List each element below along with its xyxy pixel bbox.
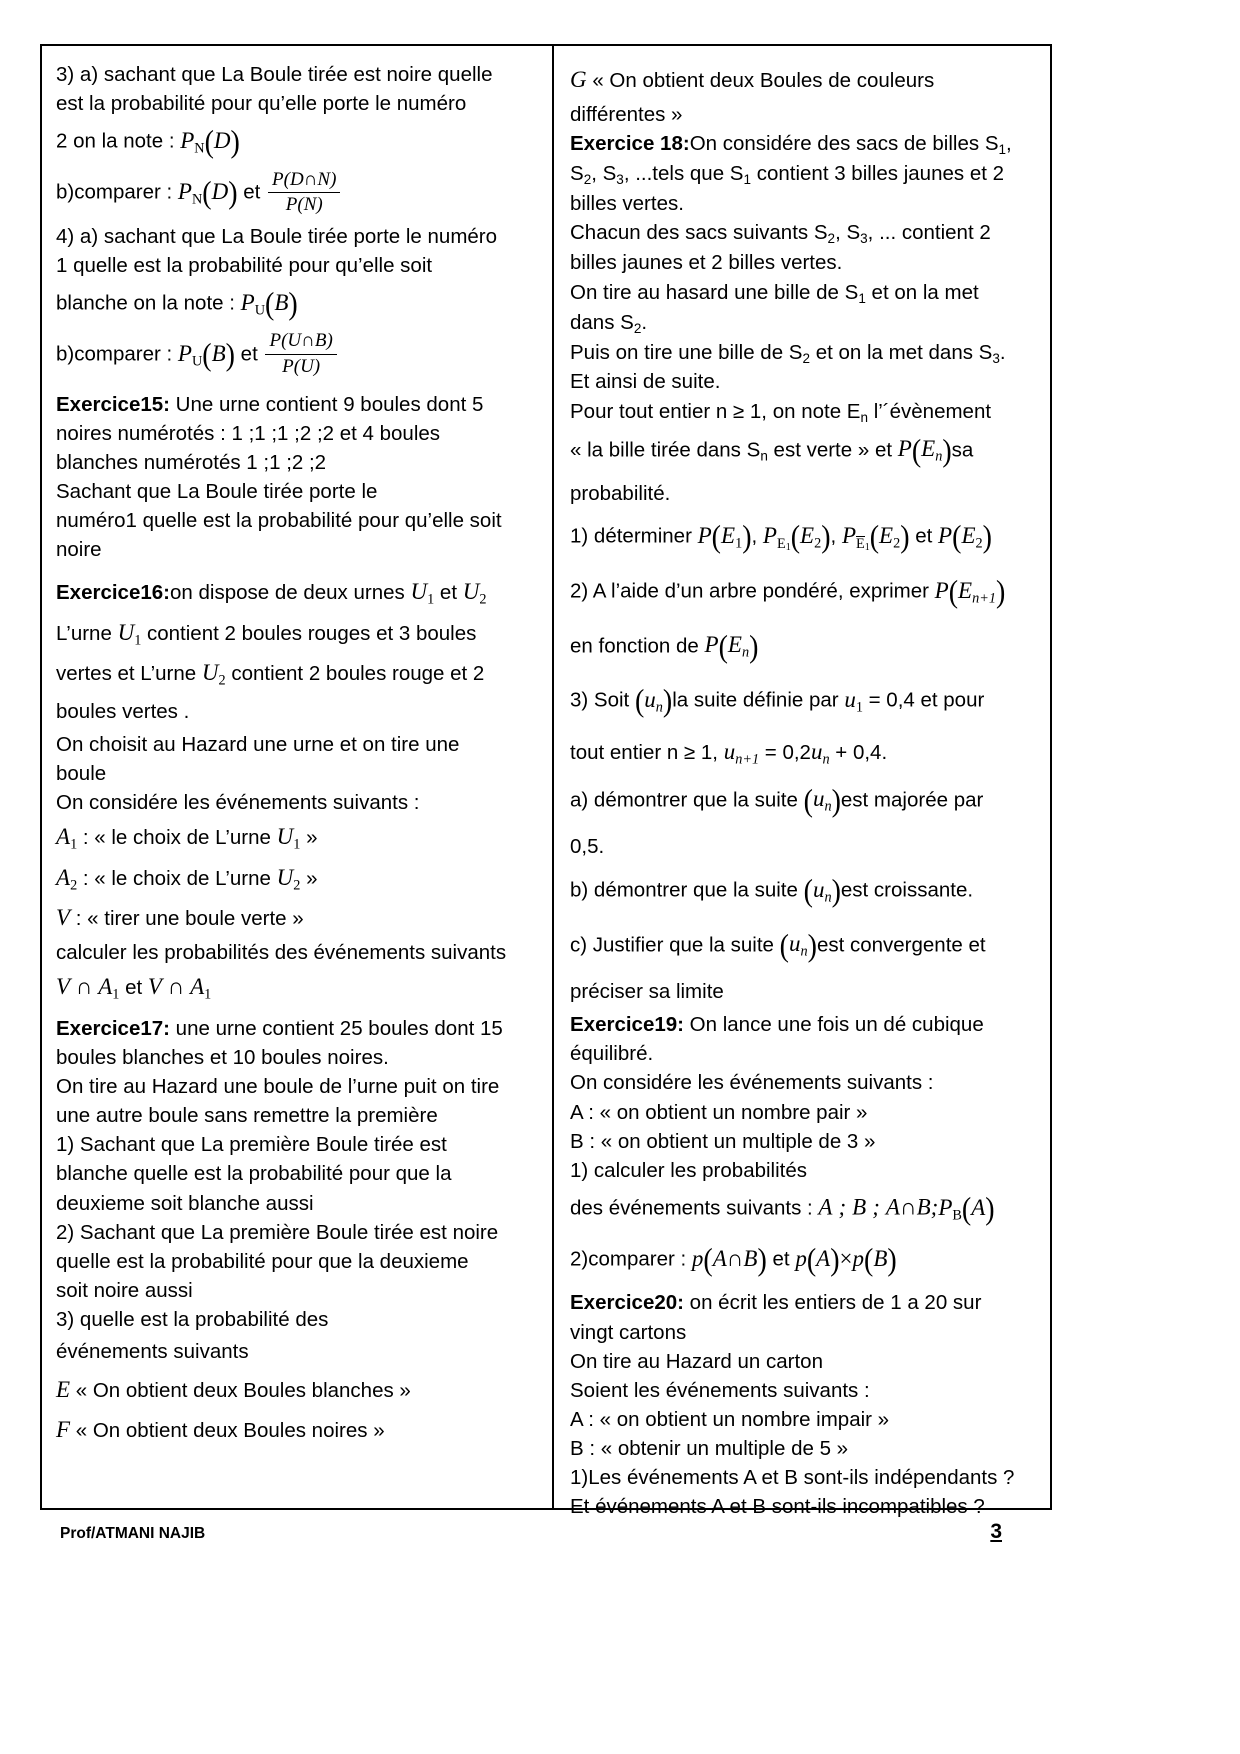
text: blanche quelle est la probabilité pour que la [56,1162,452,1186]
text: est verte » et [767,438,898,462]
math-pb-a: $P_B(A)$ [938,1191,995,1227]
paragraph-line [570,427,1038,476]
text: une urne contient 25 boules dont 15 [169,1016,503,1040]
text: . [641,310,648,334]
text: 3) Soit [570,688,635,712]
text: , ... contient 2 [867,221,991,245]
math-un: $u_n$ [810,738,830,768]
text: vertes et L’urne [56,662,202,686]
question-line [570,511,1038,566]
text: « la bille tirée dans S [570,438,761,462]
math-p-e1-e2: $P_{E1}(E2)$ [762,520,831,556]
text: est croissante. [840,878,974,902]
text: On considére les événements suivants : [570,1071,934,1095]
subscript: 1 [743,172,752,188]
paragraph-line [56,694,540,730]
math-b: B [852,1194,867,1220]
paragraph-line [56,1218,540,1247]
text: : « tirer une boule verte » [70,907,304,931]
text: 1) déterminer [570,525,698,549]
paragraph-line [56,419,540,448]
subscript: 2 [827,231,836,247]
paragraph-line [56,730,540,759]
text: a) démontrer que la suite [570,788,804,812]
two-column-layout [42,46,1050,1519]
paragraph-line [56,89,540,118]
paragraph-line [56,329,540,384]
text: On choisit au Hazard une urne et on tire une [56,732,460,756]
text: blanches numérotés 1 ;1 ;2 ;2 [56,450,327,474]
text: boules vertes . [56,699,190,723]
text: une autre boule sans remettre la première [56,1104,438,1128]
text: c) Justifier que la suite [570,933,780,957]
math-un: $(u_n)$ [779,928,817,964]
text: On tire au Hazard une boule de l’urne puit on tire [56,1075,500,1099]
text: Une urne contient 9 boules dont 5 [169,392,484,416]
math-p-e1: P(E1) [697,520,752,556]
paragraph-line [570,1098,1038,1127]
paragraph-line [56,477,540,506]
paragraph-line [56,1130,540,1159]
page-footer [40,1520,1052,1544]
text: et on la met [865,280,979,304]
math-v: V [56,905,71,931]
math-u1: U1 [410,579,435,608]
math-e: E [56,1377,71,1403]
text: On considére des sacs de billes S [689,132,999,156]
math-un1: $u_{n+1}$ [723,738,760,768]
text: soit noire aussi [56,1278,193,1302]
text: » [300,826,318,850]
paragraph-line [570,974,1038,1010]
paragraph-line [570,159,1038,189]
exercice-label: Exercice16: [56,581,170,605]
text: équilibré. [570,1042,654,1066]
event-v-line [56,898,540,938]
paragraph-line [56,60,540,89]
paragraph-line [570,1039,1038,1068]
text: billes vertes. [570,192,684,216]
exercice20-heading [570,1288,1038,1317]
paragraph-line [56,759,540,788]
paragraph-line [56,251,540,280]
text: 2) Sachant que La première Boule tirée est noire [56,1220,499,1244]
right-column [554,46,1050,1519]
text: noires numérotés : 1 ;1 ;1 ;2 ;2 et 4 boules [56,421,441,445]
exercice-label: Exercice 18: [570,132,690,156]
math-v-inter-a1: V ∩ A1 [147,974,212,1003]
text: boule [56,761,107,785]
text: 1 quelle est la probabilité pour qu’elle soit [56,253,433,277]
paragraph-line [56,1072,540,1101]
text: blanche on la note : [56,291,241,315]
subscript: 2 [583,172,592,188]
text: On tire au Hazard un carton [570,1349,823,1373]
paragraph-line [56,506,540,535]
paragraph-line [570,1185,1038,1234]
text: « On obtient deux Boules de couleurs [586,69,935,92]
math-a2: A2 [56,864,78,894]
text: Sachant que La Boule tirée porte le [56,479,378,503]
question-line [570,775,1038,830]
text: « On obtient deux Boules blanches » [70,1379,411,1403]
text: événements suivants [56,1340,249,1364]
paragraph-line [56,280,540,329]
text: en fonction de [570,634,705,658]
question-line [570,865,1038,920]
math-frac-pub-pu: $\frac{P(U\cap B)}{P(U)}$ [265,330,336,378]
text: calculer les probabilités des événements suivants [56,941,507,965]
text: on dispose de deux urnes [169,581,411,605]
text: noire [56,538,102,562]
text: sa [951,438,974,462]
math-pu-b: $P_U(B)$ [240,287,298,322]
paragraph-line [56,118,540,167]
text: « On obtient deux Boules noires » [70,1419,385,1443]
text: Et événements A et B sont-ils incompatibles ? [570,1495,985,1519]
text: et [434,581,463,605]
paragraph-line [56,1159,540,1188]
exercice-label: Exercice19: [570,1013,684,1037]
paragraph-line [570,829,1038,865]
exercice-label: Exercice20: [570,1291,684,1315]
text: = 0,4 et pour [862,688,985,712]
paragraph-line [56,1247,540,1276]
text: On considére les événements suivants : [56,790,420,814]
math-frac-pdn-pn: $\frac{P(D\cap N)}{P(N)}$ [268,169,340,217]
text: probabilité. [570,481,671,505]
exercice17-heading [56,1014,540,1043]
text: tout entier n ≥ 1, [570,740,724,764]
text: l’´évènement [868,399,992,423]
event-g-line [570,60,1038,100]
paragraph-line [570,1127,1038,1156]
text: , [830,525,842,549]
math-p-e1bar-e2: $P_{E1}(E2)$ [841,520,910,556]
text: , ...tels que S [623,162,744,186]
paragraph-line [56,653,540,694]
text: et [237,180,267,204]
paragraph-line [570,397,1038,427]
text: On lance une fois un dé cubique [683,1013,984,1037]
subscript: 1 [858,290,866,306]
event-a2-line [56,858,540,899]
paragraph-line [570,1405,1038,1434]
paragraph-line [570,1156,1038,1185]
text: A : « on obtient un nombre impair » [570,1407,890,1431]
text: 2)comparer : [570,1247,692,1271]
event-f-line [56,1410,540,1450]
text: est convergente et [816,933,986,957]
math-u1: u1 [844,686,863,716]
subscript: n [860,409,868,425]
subscript: 3 [616,172,624,188]
text: B : « on obtient un multiple de 3 » [570,1129,876,1153]
text: Chacun des sacs suivants S [570,221,828,245]
paragraph-line [570,308,1038,338]
text: 1)Les événements A et B sont-ils indépendants ? [570,1466,1015,1490]
math-a-inter-b: A∩B [885,1194,931,1220]
paragraph-line [570,621,1038,676]
paragraph-line [56,167,540,222]
paragraph-line [570,1492,1038,1521]
question-line [570,920,1038,975]
text: et on la met dans S [810,340,993,364]
paragraph-line [56,967,540,1008]
text: boules blanches et 10 boules noires. [56,1046,389,1070]
math-f: F [56,1417,71,1443]
text: et [119,976,148,1000]
text: 1) calculer les probabilités [570,1158,808,1182]
text: » [300,866,318,890]
paragraph-line [56,222,540,251]
subscript: 3 [860,231,868,247]
math-u2: U2 [462,579,487,608]
paragraph-line [56,1305,540,1334]
text: et [766,1247,796,1271]
event-a1-line [56,817,540,858]
paragraph-line [570,1463,1038,1492]
subscript: 1 [998,142,1007,158]
text: Soient les événements suivants : [570,1378,870,1402]
document-page [40,44,1052,1519]
math-semicolon: ; [872,1194,880,1220]
text: billes jaunes et 2 billes vertes. [570,251,843,275]
text: A : « on obtient un nombre pair » [570,1100,868,1124]
exercice-label: Exercice15: [56,392,170,416]
math-pn-d: $P_N(D)$ [177,176,238,211]
text: b)comparer : [56,342,178,366]
text: 3) a) sachant que La Boule tirée est noire quelle [56,63,493,86]
math-u2: U2 [276,864,301,894]
question-line [570,675,1038,730]
text: vingt cartons [570,1320,687,1344]
text: 2) A l’aide d’un arbre pondéré, exprimer [570,579,935,603]
text: contient 2 boules rouges et 3 boules [141,621,477,645]
paragraph-line [570,1376,1038,1405]
math-p-en1: $P(E_{n+1})$ [934,575,1006,610]
paragraph-line [56,1334,540,1370]
question-line [570,1234,1038,1289]
math-p-en: $P(E_n)$ [704,629,759,665]
text: 4) a) sachant que La Boule tirée porte le numéro [56,224,498,248]
math-v-inter-a1: V ∩ A1 [56,974,120,1003]
exercice15-heading [56,390,540,419]
paragraph-line [570,1068,1038,1097]
text: des événements suivants : [570,1196,819,1220]
paragraph-line [56,1276,540,1305]
text: 2 on la note : [56,129,181,153]
text: numéro1 quelle est la probabilité pour qu’elle soit [56,509,502,533]
text: contient 2 boules rouge et 2 [225,662,485,686]
paragraph-line [570,218,1038,248]
paragraph-line [570,730,1038,775]
exercice-label: Exercice17: [56,1016,170,1040]
footer-author: Prof/ATMANI NAJIB [60,1525,206,1542]
paragraph-line [56,1189,540,1218]
paragraph-line [570,476,1038,512]
text: . [999,340,1006,364]
math-a: A [818,1194,833,1220]
text: Pour tout entier n ≥ 1, on note E [570,399,861,423]
paragraph-line [570,189,1038,218]
text: 3) quelle est la probabilité des [56,1308,329,1332]
text: Puis on tire une bille de S [570,340,803,364]
exercice19-heading [570,1010,1038,1039]
math-semicolon: ; [838,1194,847,1220]
footer-page-number: 3 [990,1520,1002,1543]
text: 0,5. [570,835,605,859]
math-un: $(u_n)$ [634,684,673,719]
math-u1: U1 [117,619,142,649]
paragraph-line [570,1347,1038,1376]
text: : « le choix de L’urne [77,826,277,850]
left-column [42,46,554,1508]
subscript: 3 [992,350,1000,366]
text: on écrit les entiers de 1 a 20 sur [683,1291,982,1315]
paragraph-line [56,613,540,654]
math-pn-d: $P_N(D)$ [180,125,240,161]
text: L’urne [56,621,118,645]
math-p-a-inter-b: p(A∩B) [691,1242,767,1278]
subscript: 2 [802,350,811,366]
paragraph-line [570,338,1038,368]
math-a1: A1 [56,824,78,853]
text: est majorée par [840,788,984,812]
math-un: $(u_n)$ [803,874,841,909]
text: b)comparer : [56,180,178,204]
paragraph-line [56,1043,540,1072]
math-p-a-times-p-b: p(A)×p(B) [795,1242,897,1278]
event-e-line [56,1370,540,1410]
text: et [909,525,939,549]
text: la suite définie par [672,688,845,712]
subscript: n [760,448,768,463]
text: différentes » [570,103,683,127]
subscript: 2 [633,320,642,336]
text: contient 3 billes jaunes et 2 [751,162,1005,186]
paragraph-line [570,278,1038,308]
text: On tire au hasard une bille de S [570,280,859,304]
text: deuxieme soit blanche aussi [56,1191,314,1215]
paragraph-line [56,535,540,564]
math-u1: U1 [276,824,301,853]
paragraph-line [570,100,1038,129]
text: S [570,162,584,186]
exercice18-heading [570,129,1038,159]
text: , [751,525,763,549]
paragraph-line [56,448,540,477]
text: Et ainsi de suite. [570,370,721,394]
paragraph-line [570,248,1038,277]
paragraph-line [570,367,1038,396]
text: préciser sa limite [570,980,724,1004]
exercice16-heading [56,572,540,613]
text: , S [591,162,617,186]
text: , [1006,132,1012,156]
math-p-e2: P(E2) [938,520,992,556]
paragraph-line [570,1434,1038,1463]
math-u2: U2 [201,660,226,689]
paragraph-line [570,1318,1038,1347]
math-g: G [570,67,587,92]
text: : « le choix de L’urne [77,866,277,890]
text: , S [835,221,861,245]
text: + 0,4. [829,740,888,764]
text: b) démontrer que la suite [570,878,804,902]
text: = 0,2 [759,740,811,764]
paragraph-line [56,938,540,967]
paragraph-line [56,788,540,817]
text: dans S [570,310,634,334]
math-p-en: $P(E_n)$ [897,433,952,469]
text: quelle est la probabilité pour que la deuxieme [56,1249,469,1273]
paragraph-line [56,1101,540,1130]
text: 1) Sachant que La première Boule tirée est [56,1133,447,1157]
text: est la probabilité pour qu’elle porte le numéro [56,92,467,116]
math-pu-b: $P_U(B)$ [177,338,235,373]
math-semicolon: ; [930,1194,939,1220]
text: B : « obtenir un multiple de 5 » [570,1437,849,1460]
question-line [570,566,1038,621]
text: et [234,342,264,366]
math-un: $(u_n)$ [803,783,841,819]
